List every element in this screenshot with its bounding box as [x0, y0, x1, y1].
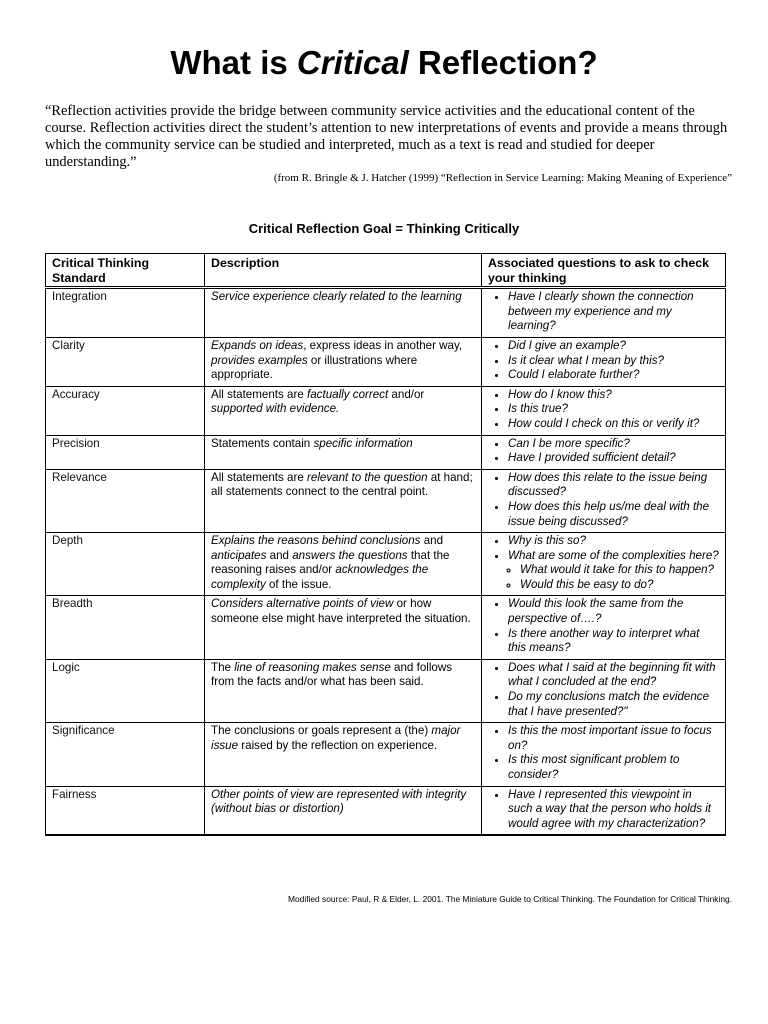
standard-cell: Depth — [46, 533, 205, 596]
standard-cell: Clarity — [46, 337, 205, 386]
questions-cell — [482, 786, 726, 835]
questions-cell — [482, 723, 726, 786]
question-item: • Do my conclusions match the evidence that I have presented?" — [508, 690, 719, 719]
description-text: and follows from the facts and/or what has been said. — [211, 660, 453, 689]
question-list — [494, 597, 719, 655]
standard-cell: Fairness — [46, 786, 205, 835]
question-item: • Is there another way to interpret what this means? — [508, 627, 719, 656]
questions-cell — [482, 596, 726, 659]
header-questions: Associated questions to ask to check your thinking — [482, 254, 726, 288]
description-emphasis: anticipates — [211, 548, 267, 562]
description-cell — [205, 435, 482, 469]
description-emphasis: supported with evidence. — [211, 402, 340, 416]
question-item: • Why is this so? — [508, 534, 719, 549]
description-emphasis: provides examples — [211, 353, 308, 367]
questions-cell — [482, 288, 726, 338]
description-cell — [205, 723, 482, 786]
subquestion-item: ◦ What would it take for this to happen? — [520, 563, 719, 578]
question-item: • Have I provided sufficient detail? — [508, 451, 719, 466]
description-text: Statements contain — [211, 436, 314, 450]
description-cell — [205, 386, 482, 435]
goal-heading: Critical Reflection Goal = Thinking Critically — [248, 221, 520, 236]
question-item: • How do I know this? — [508, 388, 719, 403]
description-emphasis: Explains the reasons behind conclusions — [211, 534, 421, 548]
quote-attribution: (from R. Bringle & J. Hatcher (1999) “Reflection in Service Learning: Making Meaning of Experience” — [273, 172, 732, 184]
question-item: • Have I represented this viewpoint in such a way that the person who holds it would agree with my characterization? — [508, 788, 719, 832]
description-emphasis: major issue — [211, 724, 461, 752]
description-cell — [205, 786, 482, 835]
subquestion-list — [494, 563, 719, 592]
standard-cell: Precision — [46, 435, 205, 469]
table-header-row — [46, 254, 726, 288]
question-item: • What are some of the complexities here? — [508, 549, 719, 564]
description-text: and/or — [388, 387, 425, 401]
question-item: • Could I elaborate further? — [508, 368, 719, 383]
table-row — [46, 337, 726, 386]
question-item: • How does this help us/me deal with the issue being discussed? — [508, 500, 719, 529]
description-text: or illustrations where appropriate. — [211, 353, 418, 382]
table-row — [46, 533, 726, 596]
table-row — [46, 435, 726, 469]
question-item: • Is this the most important issue to focus on? — [508, 724, 719, 753]
page-title: What is Critical Reflection? — [170, 44, 598, 81]
question-list — [494, 290, 719, 334]
questions-cell — [482, 337, 726, 386]
question-item: • Is this true? — [508, 402, 719, 417]
description-text: at hand; all statements connect to the central point. — [211, 470, 473, 499]
table-row — [46, 596, 726, 659]
question-item: • Would this look the same from the perspective of….? — [508, 597, 719, 626]
source-footnote: Modified source: Paul, R & Elder, L. 2001. The Miniature Guide to Critical Thinking. The Foundation for Critical Thinking. — [288, 894, 732, 904]
questions-cell — [482, 386, 726, 435]
question-item: • Is it clear what I mean by this? — [508, 354, 719, 369]
questions-cell — [482, 659, 726, 722]
question-list — [494, 661, 719, 719]
standard-cell: Accuracy — [46, 386, 205, 435]
description-text: that the reasoning raises and/or — [211, 548, 450, 577]
question-list — [494, 388, 719, 432]
description-emphasis: factually correct — [307, 387, 389, 401]
header-standard: Critical Thinking Standard — [46, 254, 205, 288]
questions-cell — [482, 533, 726, 596]
description-cell — [205, 533, 482, 596]
description-cell — [205, 469, 482, 532]
description-emphasis: Expands on ideas — [211, 338, 304, 352]
description-cell — [205, 596, 482, 659]
description-text: The conclusions or goals represent a (the) — [211, 724, 432, 738]
standard-cell: Logic — [46, 659, 205, 722]
table-row — [46, 469, 726, 532]
question-list — [494, 471, 719, 529]
description-text: of the issue. — [265, 577, 332, 591]
subquestion-wrap — [494, 563, 719, 592]
standard-cell: Breadth — [46, 596, 205, 659]
header-description: Description — [205, 254, 482, 288]
description-cell — [205, 288, 482, 338]
description-text: and — [266, 548, 293, 562]
description-cell — [205, 337, 482, 386]
standard-cell: Relevance — [46, 469, 205, 532]
question-list — [494, 788, 719, 832]
question-list — [494, 339, 719, 383]
description-emphasis: answers the questions — [292, 548, 408, 562]
description-text: All statements are — [211, 387, 308, 401]
description-emphasis: Other points of view are represented with integrity (without bias or distortion) — [211, 787, 467, 816]
description-text: , express ideas in another way, — [303, 338, 463, 352]
table-row — [46, 386, 726, 435]
description-emphasis: Considers alternative points of view — [211, 597, 394, 611]
table-row — [46, 288, 726, 338]
question-list — [494, 437, 719, 466]
question-list — [494, 724, 719, 782]
question-item: • Have I clearly shown the connection between my experience and my learning? — [508, 290, 719, 334]
description-text: and — [420, 534, 444, 548]
subquestion-item: ◦ Would this be easy to do? — [520, 578, 719, 593]
question-item: • Can I be more specific? — [508, 437, 719, 452]
description-text: raised by the reflection on experience. — [238, 738, 438, 752]
description-text: The — [211, 660, 235, 674]
question-item: • Is this most significant problem to consider? — [508, 753, 719, 782]
table-row — [46, 786, 726, 835]
critical-thinking-table — [45, 253, 726, 836]
description-text: or how someone else might have interpreted the situation. — [211, 597, 471, 626]
question-item: • How does this relate to the issue being discussed? — [508, 471, 719, 500]
standard-cell: Integration — [46, 288, 205, 338]
question-item: • Did I give an example? — [508, 339, 719, 354]
questions-cell — [482, 469, 726, 532]
questions-cell — [482, 435, 726, 469]
page-title-emphasis: Critical — [296, 44, 409, 81]
table-row — [46, 659, 726, 722]
description-emphasis: line of reasoning makes sense — [234, 660, 391, 674]
description-emphasis: specific information — [313, 436, 413, 450]
standard-cell: Significance — [46, 723, 205, 786]
description-emphasis: Service experience clearly related to the learning — [211, 290, 462, 304]
question-item: • Does what I said at the beginning fit with what I concluded at the end? — [508, 661, 719, 690]
intro-quote: “Reflection activities provide the bridge between community service activities and the educational content of the course. Reflection activities direct the student’s attention to new interpretations of events and provide a means through which the community service can be studied and interpreted, much as a text is read and studied for deeper understanding.” — [45, 103, 728, 170]
table-row — [46, 723, 726, 786]
description-text: All statements are — [211, 470, 308, 484]
question-item: • How could I check on this or verify it? — [508, 417, 719, 432]
description-cell — [205, 659, 482, 722]
description-emphasis: relevant to the question — [307, 470, 428, 484]
description-emphasis: acknowledges the complexity — [211, 563, 429, 591]
question-list — [494, 534, 719, 592]
